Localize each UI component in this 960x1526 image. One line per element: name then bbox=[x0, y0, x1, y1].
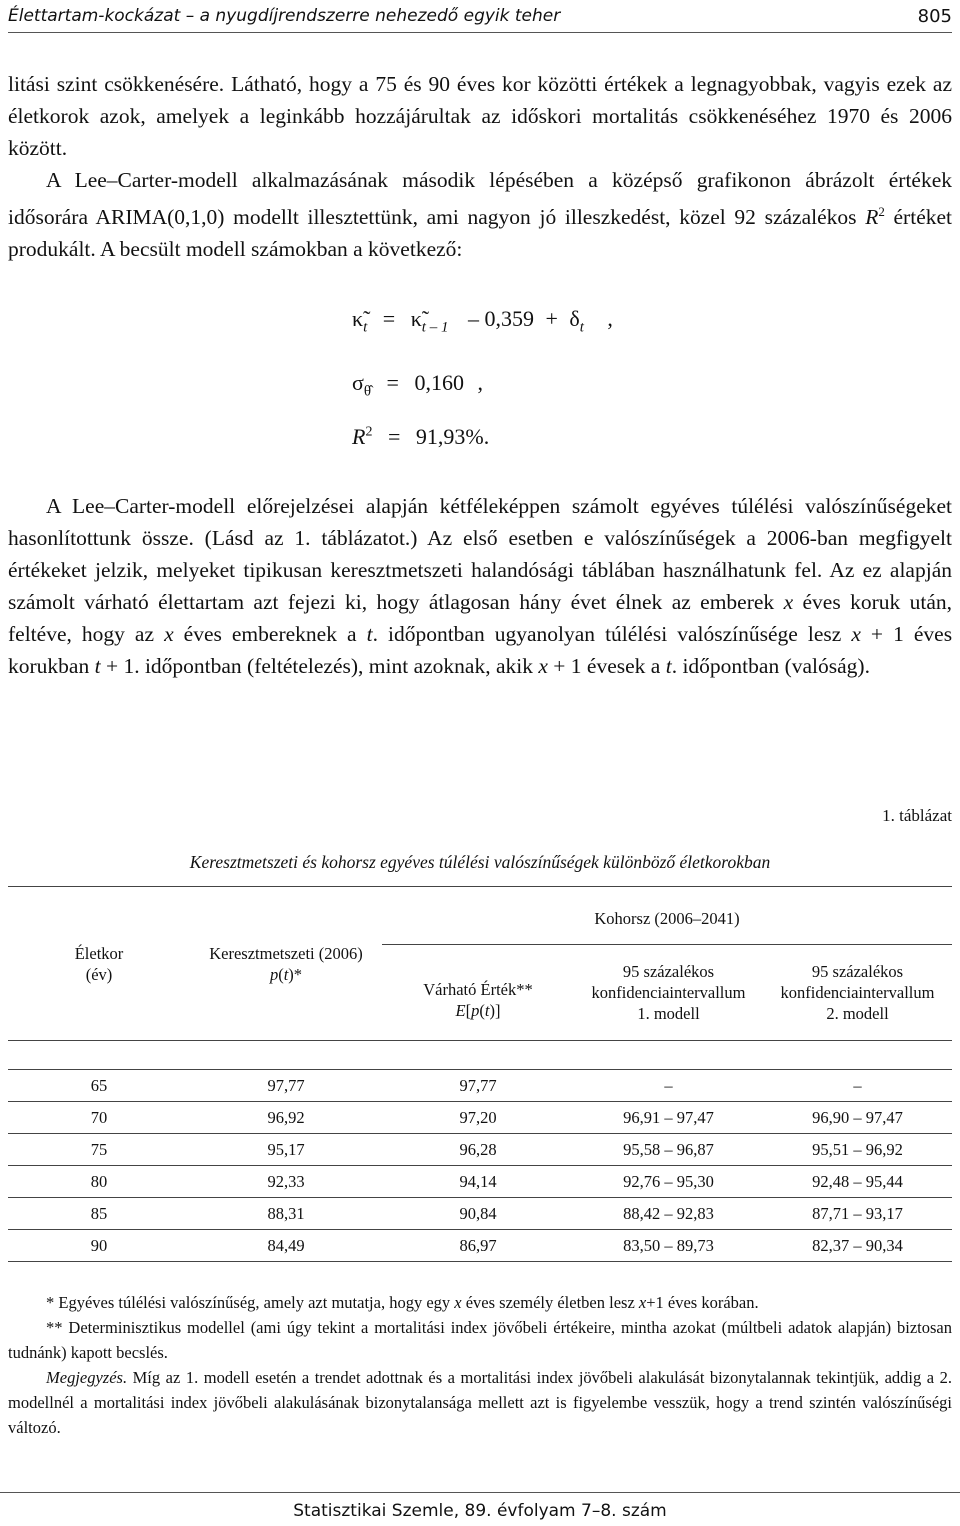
ci2-label-1: 95 százalékos bbox=[811, 962, 904, 981]
table-cell: 70 bbox=[8, 1102, 190, 1134]
col-header-cohort: Kohorsz (2006–2041) bbox=[382, 887, 952, 945]
table-cell: 84,49 bbox=[190, 1230, 382, 1262]
text-block-middle bbox=[8, 490, 952, 682]
paragraph-3 bbox=[8, 490, 952, 682]
col-header-ci1 bbox=[574, 945, 763, 1041]
eq1-kappa: κ̃ bbox=[352, 306, 364, 331]
p3-s6: + 1. időpontban (feltételezés), mint azoknak, akik bbox=[105, 654, 533, 678]
eq3-r-sup: 2 bbox=[365, 424, 373, 440]
note-3-label: Megjegyzés. bbox=[46, 1368, 128, 1387]
table-cell: 95,58 – 96,87 bbox=[574, 1134, 763, 1166]
paragraph-2-part-b: értéket produkált. A becsült modell számokban a következő: bbox=[8, 205, 953, 262]
eq1-kappa-rhs: κ̃ bbox=[410, 306, 422, 331]
page-number: 805 bbox=[917, 5, 952, 27]
table-cell: 88,31 bbox=[190, 1198, 382, 1230]
header-spacer bbox=[8, 1041, 952, 1070]
note-1-x2: x bbox=[638, 1293, 647, 1312]
cross-label-1: Keresztmetszeti (2006) bbox=[209, 943, 363, 963]
table-row bbox=[8, 1102, 952, 1134]
p3-t1: t bbox=[366, 622, 373, 646]
table-cell: 96,90 – 97,47 bbox=[763, 1102, 952, 1134]
running-header bbox=[8, 0, 952, 33]
expected-e: E bbox=[455, 1001, 466, 1020]
header-title: Élettartam-kockázat – a nyugdíjrendszerre nehezedő egyik teher bbox=[8, 6, 561, 26]
table-title: Keresztmetszeti és kohorsz egyéves túlélési valószínűségek különböző életkorokban bbox=[189, 852, 771, 872]
table-cell: 75 bbox=[8, 1134, 190, 1166]
paragraph-1: litási szint csökkenésére. Látható, hogy a 75 és 90 éves kor közötti értékek a legnagyobbak, vagyis ezek az életkorok azok, amelyek a leginkább hozzájárultak az időskori mortalitás csökkenéséhez 1970 és 2006 között. bbox=[8, 72, 952, 160]
ci2-label-3: 2. modell bbox=[826, 1004, 889, 1023]
survival-table bbox=[8, 886, 952, 1262]
cross-p: p bbox=[269, 964, 279, 984]
table-cell: 65 bbox=[8, 1070, 190, 1102]
table-cell: 80 bbox=[8, 1166, 190, 1198]
table-cell: 83,50 – 89,73 bbox=[574, 1230, 763, 1262]
expected-p: p bbox=[471, 1001, 480, 1020]
table-cell: – bbox=[763, 1070, 952, 1102]
note-2: ** Determinisztikus modellel (ami úgy tekint a mortalitási index jövőbeli értékeire, mintha azokat (múltbeli adatok alapján) biztosan tudnánk) kapott becslés. bbox=[8, 1318, 952, 1362]
p3-t3: t bbox=[665, 654, 672, 678]
table-cell: 92,48 – 95,44 bbox=[763, 1166, 952, 1198]
p3-s3: éves embereknek a bbox=[183, 622, 357, 646]
table-cell: 82,37 – 90,34 bbox=[763, 1230, 952, 1262]
p3-t2: t bbox=[94, 654, 101, 678]
p3-s7: + 1 évesek a bbox=[553, 654, 661, 678]
table-cell: 97,77 bbox=[382, 1070, 574, 1102]
p3-s5: + 1 éves korukban bbox=[8, 622, 953, 678]
table-label: 1. táblázat bbox=[882, 806, 952, 825]
col-header-ci2 bbox=[763, 945, 952, 1041]
p3-s4: . időpontban ugyanolyan túlélési valószínűsége lesz bbox=[372, 622, 842, 646]
age-label-2: (év) bbox=[85, 964, 113, 984]
table-cell: 87,71 – 93,17 bbox=[763, 1198, 952, 1230]
eq3-r: R bbox=[352, 424, 366, 449]
r-superscript: 2 bbox=[878, 204, 885, 219]
paragraph-2-part-a: A Lee–Carter-modell alkalmazásának második lépésében a középső grafikonon ábrázolt értékek idősorára ARIMA(0,1,0) modellt illesztettünk, ami nagyon jó illeszkedést, közel 92 százalékos bbox=[8, 168, 952, 230]
table-cell: 85 bbox=[8, 1198, 190, 1230]
p3-x1: x bbox=[783, 590, 794, 614]
eq1-constant: – 0,359 bbox=[467, 306, 534, 331]
note-3 bbox=[8, 1365, 952, 1440]
table-body bbox=[8, 1070, 952, 1262]
eq1-lhs-sub: t bbox=[363, 319, 368, 336]
ci1-label-3: 1. modell bbox=[637, 1004, 700, 1023]
r-symbol: R bbox=[865, 205, 879, 230]
expected-t: t bbox=[484, 1001, 490, 1020]
eq2-sigma: σ bbox=[352, 370, 364, 395]
eq2-comma: , bbox=[477, 370, 483, 395]
p3-s1: A Lee–Carter-modell előrejelzései alapján kétféleképpen számolt egyéves túlélési valószínűségeket hasonlítottunk össze. (Lásd az 1. táblázatot.) Az első esetben e valószínűségek a 2006-ban megfigyelt értékeket jelzik, melyeket tipikusan keresztmetszeti halandósági táblában használhatunk fel. Az ez alapján számolt várható élettartam azt fejezi ki, hogy átlagosan hány évet élnek az emberek bbox=[8, 494, 952, 614]
eq1-equals: = bbox=[382, 306, 396, 331]
table-row bbox=[8, 1198, 952, 1230]
table-cell: 92,76 – 95,30 bbox=[574, 1166, 763, 1198]
ci1-label-1: 95 százalékos bbox=[622, 962, 715, 981]
ci2-label-2: konfidenciaintervallum bbox=[780, 983, 935, 1002]
eq2-value: 0,160 bbox=[414, 370, 464, 395]
table-cell: 94,14 bbox=[382, 1166, 574, 1198]
table-row bbox=[8, 1070, 952, 1102]
note-1-c: +1 éves korában. bbox=[646, 1293, 759, 1312]
p3-x2: x bbox=[164, 622, 174, 646]
table-row bbox=[8, 1230, 952, 1262]
note-1 bbox=[8, 1290, 952, 1315]
col-header-expected: Várható Érték** E[p(t)] bbox=[382, 945, 574, 1041]
note-3-text: Míg az 1. modell esetén a trendet adottnak és a mortalitási index jövőbeli alakulását bizonytalannak tekintjük, addig a 2. modellnél a mortalitási index jövőbeli alakulásának bizonytalansága mellett azt is figyelembe vesszük, hogy a trend szintén valószínűségi változó. bbox=[8, 1368, 952, 1437]
journal-footer: Statisztikai Szemle, 89. évfolyam 7–8. szám bbox=[0, 1492, 960, 1521]
eq2-theta-hat: θ̂ bbox=[363, 383, 372, 400]
note-1-b: éves személy életben lesz bbox=[465, 1293, 635, 1312]
table-cell: 95,51 – 96,92 bbox=[763, 1134, 952, 1166]
age-label-1: Életkor bbox=[74, 943, 124, 963]
table-cell: 92,33 bbox=[190, 1166, 382, 1198]
ci1-label-2: konfidenciaintervallum bbox=[591, 983, 746, 1002]
equation-3 bbox=[352, 424, 489, 450]
table-cell: 97,77 bbox=[190, 1070, 382, 1102]
table-cell: – bbox=[574, 1070, 763, 1102]
table-cell: 90 bbox=[8, 1230, 190, 1262]
paragraph-2 bbox=[8, 164, 952, 265]
eq1-delta: δ bbox=[569, 306, 580, 331]
table-notes bbox=[8, 1290, 952, 1440]
p3-x3: x bbox=[851, 622, 861, 646]
table-cell: 96,91 – 97,47 bbox=[574, 1102, 763, 1134]
table-cell: 88,42 – 92,83 bbox=[574, 1198, 763, 1230]
expected-label-1: Várható Érték** bbox=[423, 980, 533, 999]
p3-s8: . időpontban (valóság). bbox=[671, 654, 870, 678]
equation-2 bbox=[352, 370, 483, 400]
table-cell: 90,84 bbox=[382, 1198, 574, 1230]
cross-t: t bbox=[283, 964, 289, 984]
cross-star: * bbox=[293, 964, 303, 984]
eq1-rhs-sub: t – 1 bbox=[421, 319, 449, 336]
eq1-delta-sub: t bbox=[579, 319, 584, 336]
eq1-plus: + bbox=[545, 306, 558, 331]
table-row bbox=[8, 1166, 952, 1198]
table-cell: 86,97 bbox=[382, 1230, 574, 1262]
p3-x4: x bbox=[538, 654, 548, 678]
table-cell: 97,20 bbox=[382, 1102, 574, 1134]
note-1-x: x bbox=[454, 1293, 462, 1312]
table-cell: 96,28 bbox=[382, 1134, 574, 1166]
p3-s2: éves koruk után, feltéve, hogy az bbox=[8, 590, 953, 646]
eq3-period: . bbox=[483, 424, 490, 449]
col-header-age bbox=[8, 887, 190, 1041]
table-cell: 96,92 bbox=[190, 1102, 382, 1134]
note-1-a: * Egyéves túlélési valószínűség, amely azt mutatja, hogy egy bbox=[46, 1293, 451, 1312]
text-block-top bbox=[8, 68, 952, 265]
eq3-value: 91,93% bbox=[415, 424, 484, 449]
table-cell: 95,17 bbox=[190, 1134, 382, 1166]
col-header-cross: Keresztmetszeti (2006) p(t)* bbox=[190, 887, 382, 1041]
equation-1 bbox=[352, 306, 613, 336]
eq2-equals: = bbox=[386, 370, 399, 395]
table-row bbox=[8, 1134, 952, 1166]
eq3-equals: = bbox=[387, 424, 401, 449]
eq1-comma: , bbox=[607, 306, 613, 331]
